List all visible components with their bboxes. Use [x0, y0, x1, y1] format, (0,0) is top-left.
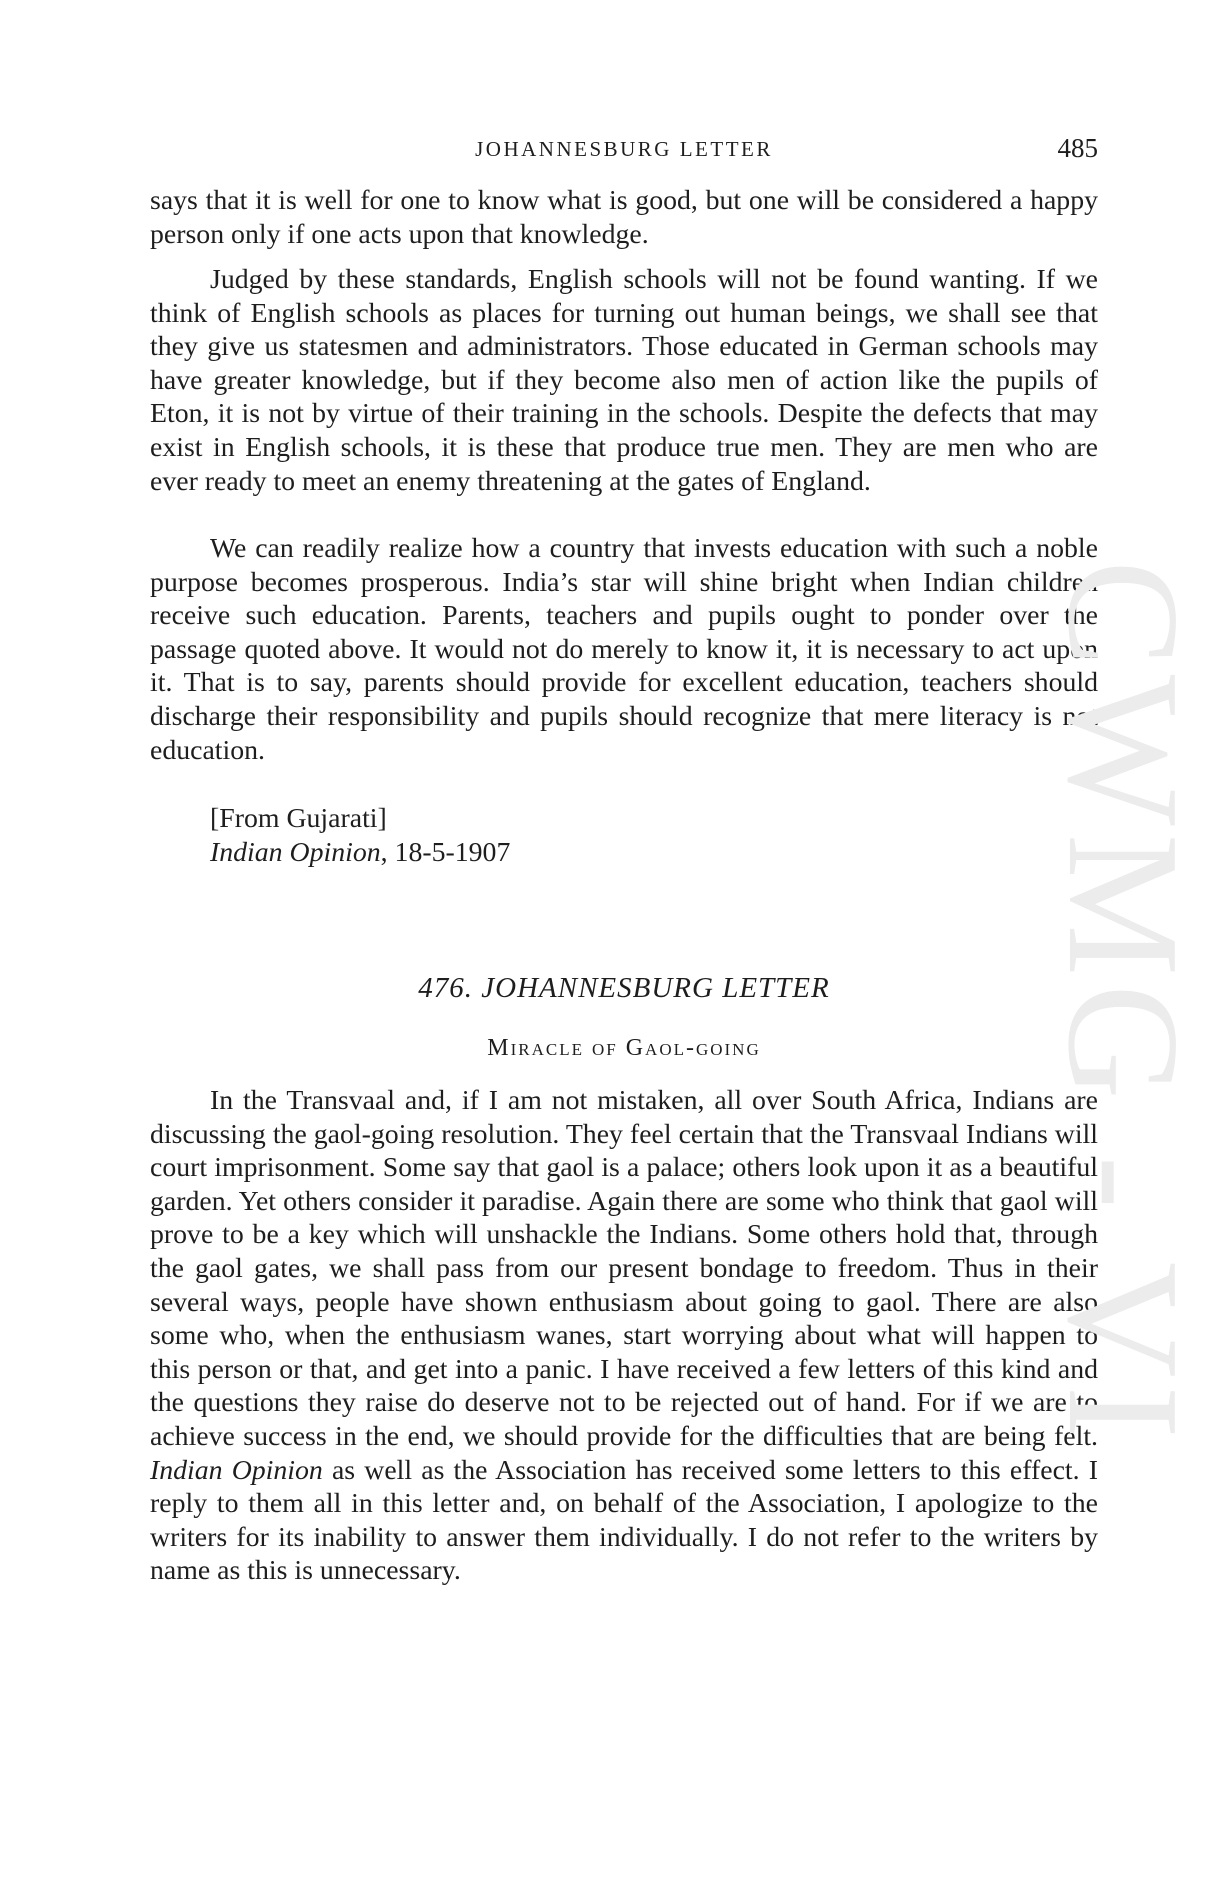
source-publication: Indian Opinion	[210, 836, 381, 868]
watermark-text: CWMG - VI	[1035, 560, 1213, 1447]
document-subheading: Miracle of Gaol-going	[487, 1035, 761, 1061]
paragraph-english-schools: Judged by these standards, English schools will not be found wanting. If we think of English schools as places for turning out human beings, we shall see that they give us statesmen and administrators. Those educated in German schools may have greater knowledge, but if they become also men of action like the pupils of Eton, it is not by virtue of their training in the schools. Despite the defects that may exist in English schools, it is these that produce true men. They are men who are ever ready to meet an enemy threatening at the gates of England.	[150, 264, 1098, 497]
source-citation	[210, 802, 510, 869]
running-title: JOHANNESBURG LETTER	[475, 137, 773, 161]
source-date: , 18-5-1907	[380, 836, 511, 868]
document-heading: 476. JOHANNESBURG LETTER	[418, 972, 830, 1004]
document-body-part1: In the Transvaal and, if I am not mistaken, all over South Africa, Indians are discussing the gaol-going resolution. They feel certain that the Transvaal Indians will court imprisonment. Some say that gaol is a palace; others look upon it as a beautiful garden. Yet others consider it paradise. Again there are some who think that gaol will prove to be a key which will unshackle the Indians. Some others hold that, through the gaol gates, we shall pass from our present bondage to freedom. Thus in their several ways, people have shown enthusiasm about going to gaol. There are also some who, when the enthusiasm wanes, start worrying about what will happen to this person or that, and get into a panic. I have received a few letters of this kind and the questions they raise do deserve not to be rejected out of hand. For if we are to achieve success in the end, we should provide for the difficulties that are being felt.	[150, 1085, 1098, 1452]
source-language-note: [From Gujarati]	[210, 803, 387, 834]
running-head	[150, 133, 1098, 167]
source-publication-line	[210, 836, 510, 870]
paragraph-continuation: says that it is well for one to know what is good, but one will be considered a happy person only if one acts upon that knowledge.	[150, 185, 1098, 250]
paragraph-noble-purpose: We can readily realize how a country that invests education with such a noble purpose becomes prosperous. India’s star will shine bright when Indian children receive such education. Parents, teachers and pupils ought to ponder over the passage quoted above. It would not do merely to know it, it is necessary to act upon it. That is to say, parents should provide for excellent education, teachers should discharge their responsibility and pupils should recognize that mere literacy is not education.	[150, 533, 1098, 766]
page-number: 485	[1057, 133, 1098, 163]
document-body-italic: Indian Opinion	[150, 1454, 323, 1486]
document-body	[150, 1084, 1098, 1588]
document-body-part2: as well as the Association has received some letters to this effect. I reply to them all in this letter and, on behalf of the Association, I apologize to the writers for its inability to answer them individually. I do not refer to the writers by name as this is unnecessary.	[150, 1454, 1098, 1587]
